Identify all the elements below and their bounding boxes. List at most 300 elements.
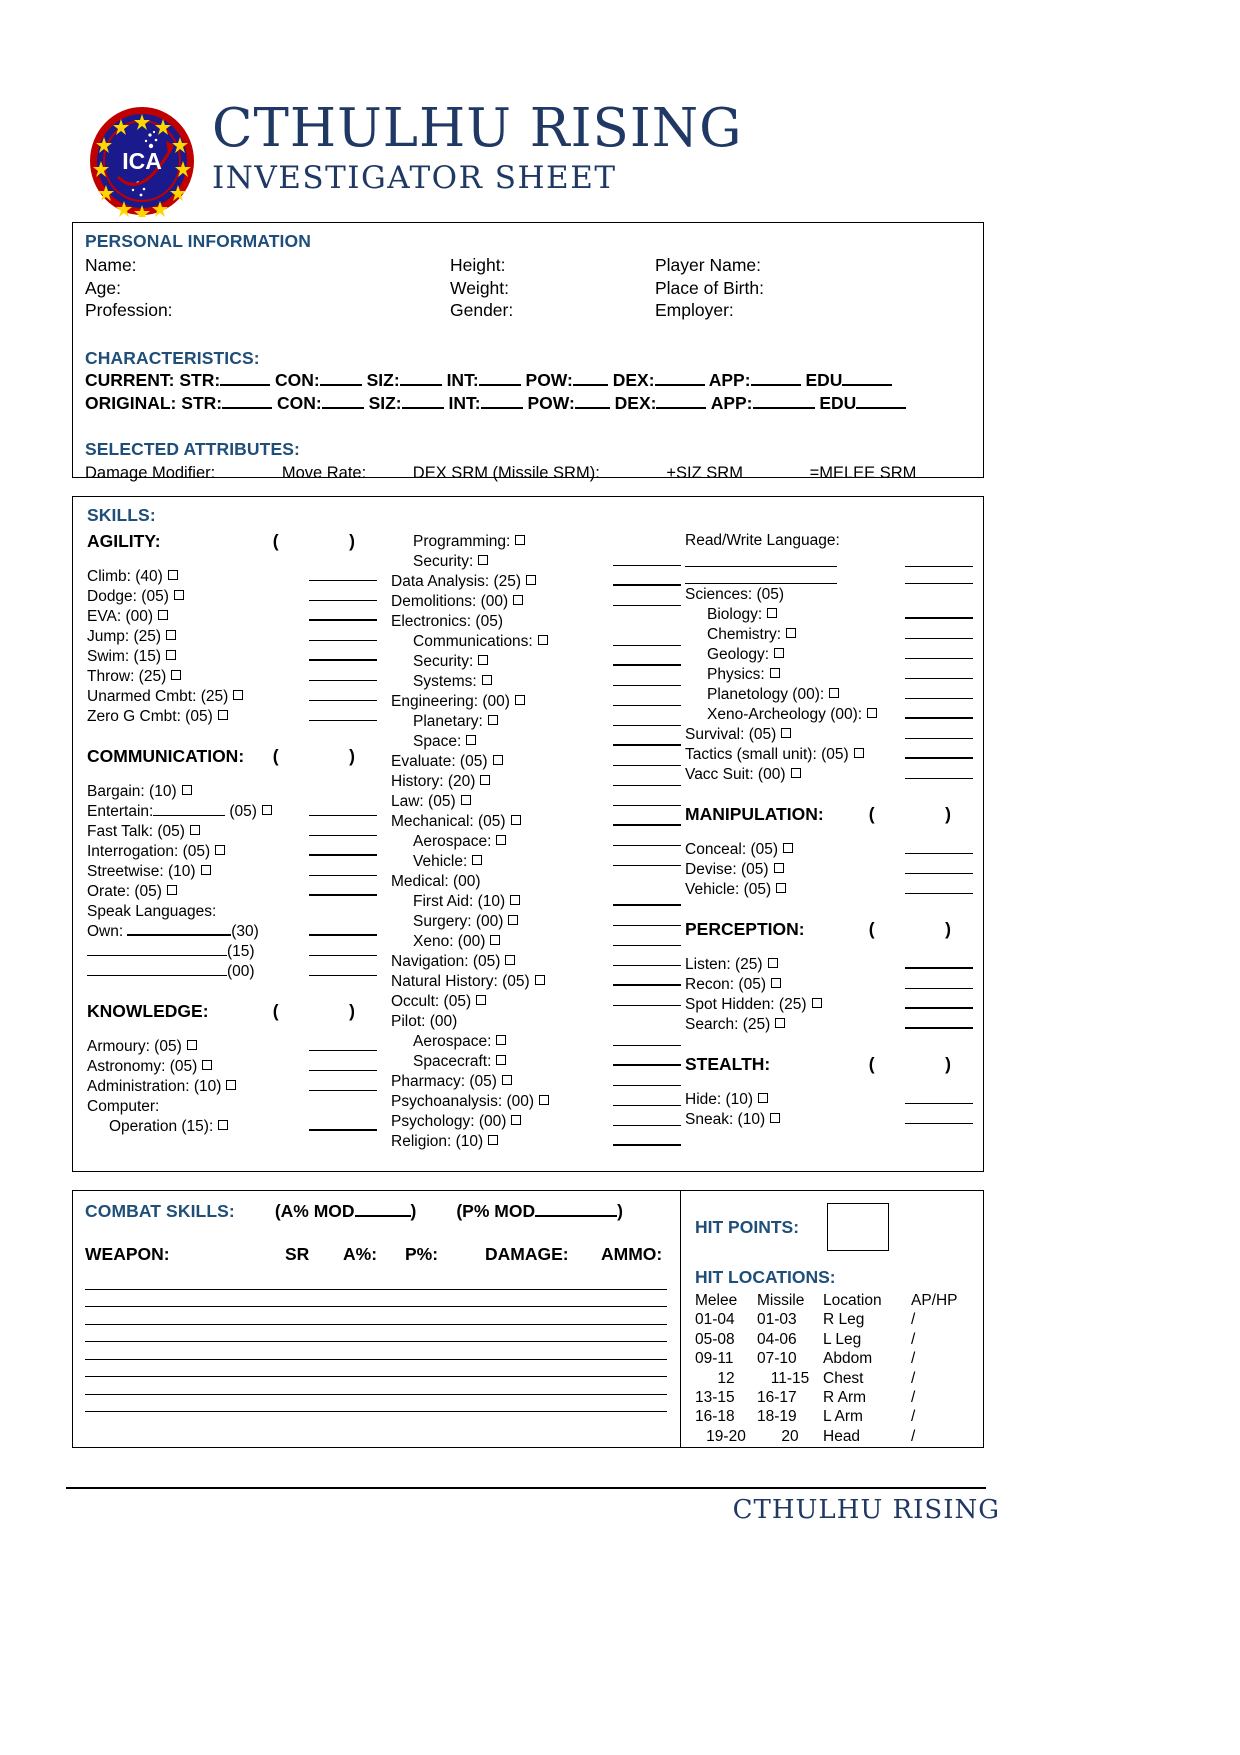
skill-checkbox[interactable] <box>510 895 520 905</box>
skill-value-input[interactable] <box>309 706 377 721</box>
field-player-name-label: Player Name: <box>655 255 762 275</box>
skill-label: Sneak: (10) <box>685 1111 766 1128</box>
skill-label: Unarmed Cmbt: (25) <box>87 688 229 705</box>
skill-value-input[interactable] <box>613 951 681 966</box>
skill-row <box>391 1131 681 1151</box>
skill-checkbox[interactable] <box>771 978 781 988</box>
skill-checkbox[interactable] <box>493 755 503 765</box>
skill-row <box>391 591 681 611</box>
skill-checkbox[interactable] <box>174 590 184 600</box>
skill-label: Bargain: (10) <box>87 783 177 800</box>
weapon-row-input[interactable] <box>85 1325 667 1343</box>
group-manipulation-title <box>685 804 973 825</box>
hl-location-cell: R Leg <box>823 1311 865 1329</box>
skill-row <box>685 624 973 644</box>
stat-siz-input[interactable] <box>400 384 442 386</box>
own-language-input[interactable] <box>127 921 231 936</box>
skill-label: Vehicle: (05) <box>685 881 772 898</box>
hl-melee-cell: 01-04 <box>695 1311 735 1329</box>
stat-siz-label: SIZ: <box>366 369 400 390</box>
orig-str-input[interactable] <box>222 407 272 409</box>
hit-locations-label: HIT LOCATIONS: <box>695 1267 836 1287</box>
skill-value-input[interactable] <box>309 586 377 601</box>
skill-checkbox[interactable] <box>461 795 471 805</box>
damage-modifier-label: Damage Modifier: <box>85 463 216 482</box>
skill-value-input[interactable] <box>613 971 681 986</box>
skill-row <box>87 861 377 881</box>
hl-aphp-cell[interactable]: / <box>911 1350 916 1368</box>
hl-location-cell: Abdom <box>823 1350 873 1368</box>
skill-checkbox[interactable] <box>158 610 168 620</box>
skill-row <box>391 851 681 871</box>
skill-label: Programming: <box>413 533 511 550</box>
group-agility-title <box>87 531 377 552</box>
skill-checkbox[interactable] <box>233 690 243 700</box>
skill-checkbox[interactable] <box>167 885 177 895</box>
skill-checkbox[interactable] <box>776 883 786 893</box>
dex-srm-input[interactable] <box>600 477 662 478</box>
skill-value-input[interactable] <box>309 646 377 661</box>
skill-row <box>87 606 377 626</box>
skill-value-input[interactable] <box>613 571 681 586</box>
skill-checkbox[interactable] <box>478 555 488 565</box>
skill-checkbox[interactable] <box>854 748 864 758</box>
skill-value-input[interactable] <box>905 644 973 659</box>
hl-missile-cell: 16-17 <box>757 1389 797 1407</box>
skill-value-input[interactable] <box>309 1116 377 1131</box>
skill-checkbox[interactable] <box>867 708 877 718</box>
skill-checkbox[interactable] <box>218 1120 228 1130</box>
a-mod-input[interactable] <box>355 1215 411 1217</box>
skill-row <box>87 1116 377 1136</box>
skill-value-input[interactable] <box>309 1056 377 1071</box>
weapon-row-input[interactable] <box>85 1395 667 1413</box>
skill-value-input[interactable] <box>309 961 377 976</box>
skill-row <box>87 961 377 981</box>
skill-label: Administration: (10) <box>87 1078 222 1095</box>
orig-pow-input[interactable] <box>575 407 610 409</box>
stat-str-label: STR: <box>179 369 221 390</box>
current-label: CURRENT: <box>85 369 175 390</box>
skill-value-input[interactable] <box>613 991 681 1006</box>
skill-checkbox[interactable] <box>775 1018 785 1028</box>
skill-checkbox[interactable] <box>166 630 176 640</box>
skill-value-input[interactable] <box>905 974 973 989</box>
stat-con-label: CON: <box>276 392 322 413</box>
personal-row <box>85 277 983 300</box>
skill-checkbox[interactable] <box>496 835 506 845</box>
stat-pow-input[interactable] <box>573 384 608 386</box>
stat-pow-label: POW: <box>525 369 573 390</box>
hit-location-row <box>695 1388 983 1407</box>
skill-checkbox[interactable] <box>496 1035 506 1045</box>
skill-value-input[interactable] <box>613 691 681 706</box>
skill-value-input[interactable] <box>905 1089 973 1104</box>
skill-value-input[interactable] <box>905 764 973 779</box>
stat-dex-input[interactable] <box>655 384 705 386</box>
skill-checkbox[interactable] <box>488 715 498 725</box>
skill-checkbox[interactable] <box>770 668 780 678</box>
move-rate-input[interactable] <box>366 477 408 478</box>
skill-label: Geology: <box>707 646 770 663</box>
skill-checkbox[interactable] <box>166 650 176 660</box>
orig-con-input[interactable] <box>322 407 364 409</box>
skill-checkbox[interactable] <box>168 570 178 580</box>
skill-row <box>391 671 681 691</box>
sheet-header <box>88 100 1028 220</box>
skill-checkbox[interactable] <box>187 1040 197 1050</box>
skill-value-input[interactable] <box>309 666 377 681</box>
skill-value-input[interactable] <box>309 801 377 816</box>
skill-value-input[interactable] <box>613 811 681 826</box>
skill-value-input[interactable] <box>905 704 973 719</box>
skill-value-input[interactable] <box>613 831 681 846</box>
damage-modifier-input[interactable] <box>215 477 277 478</box>
skill-checkbox[interactable] <box>226 1080 236 1090</box>
skill-checkbox[interactable] <box>768 958 778 968</box>
skill-checkbox[interactable] <box>480 775 490 785</box>
skill-row <box>391 1091 681 1111</box>
hl-aphp-cell[interactable]: / <box>911 1427 916 1445</box>
skill-checkbox[interactable] <box>482 675 492 685</box>
skill-label: Swim: (15) <box>87 648 162 665</box>
group-knowledge-value[interactable]: ( ) <box>272 1001 369 1021</box>
hl-aphp-cell[interactable]: / <box>911 1311 916 1329</box>
skill-value-input <box>309 901 377 916</box>
skill-label: Jump: (25) <box>87 628 162 645</box>
p-mod-input[interactable] <box>535 1215 617 1217</box>
skill-value-input[interactable] <box>613 591 681 606</box>
skill-value-input[interactable] <box>613 551 681 566</box>
field-employer-label: Employer: <box>655 300 734 320</box>
group-agility-value[interactable]: ( ) <box>272 531 369 551</box>
skill-label: Fast Talk: (05) <box>87 823 185 840</box>
skill-value-input[interactable] <box>905 879 973 894</box>
characteristics-heading: CHARACTERISTICS: <box>85 347 260 368</box>
skill-value-input[interactable] <box>309 686 377 701</box>
skill-checkbox[interactable] <box>262 805 272 815</box>
language-3-input[interactable] <box>87 961 227 976</box>
hit-locations-table <box>695 1291 983 1446</box>
skill-checkbox[interactable] <box>202 1060 212 1070</box>
read-write-value-1-input[interactable] <box>905 552 973 567</box>
skill-label: Xeno: (00) <box>413 933 486 950</box>
skill-value-placeholder <box>613 531 681 546</box>
group-manipulation-value[interactable]: ( ) <box>868 804 965 824</box>
footer-divider <box>66 1487 986 1489</box>
skill-row <box>391 631 681 651</box>
read-write-language-row <box>685 567 973 584</box>
skill-checkbox[interactable] <box>791 768 801 778</box>
skill-value-input[interactable] <box>309 921 377 936</box>
skill-value-input[interactable] <box>309 606 377 621</box>
skill-row <box>685 724 973 744</box>
skill-row <box>685 879 973 899</box>
skill-label: Vacc Suit: (00) <box>685 766 786 783</box>
skill-label: Listen: (25) <box>685 956 763 973</box>
skill-label: Chemistry: <box>707 626 782 643</box>
skill-checkbox[interactable] <box>511 815 521 825</box>
skill-value-input[interactable] <box>613 631 681 646</box>
skill-checkbox[interactable] <box>774 863 784 873</box>
stat-int-input[interactable] <box>479 384 521 386</box>
skill-value-input[interactable] <box>309 821 377 836</box>
skill-row <box>87 901 377 921</box>
skill-label: Medical: (00) <box>391 873 481 890</box>
hit-points-row <box>695 1203 983 1251</box>
skill-checkbox[interactable] <box>215 845 225 855</box>
stat-edu-input[interactable] <box>842 384 892 386</box>
read-write-language-2-input[interactable] <box>685 567 837 584</box>
hit-points-input[interactable] <box>827 1203 889 1251</box>
skill-label: Navigation: (05) <box>391 953 501 970</box>
stat-app-label: APP: <box>708 369 751 390</box>
skill-checkbox[interactable] <box>539 1095 549 1105</box>
skill-value-input[interactable] <box>309 861 377 876</box>
skill-row <box>391 691 681 711</box>
skill-value-input[interactable] <box>905 954 973 969</box>
skill-value-input[interactable] <box>613 891 681 906</box>
skill-checkbox[interactable] <box>490 935 500 945</box>
skill-label: Space: <box>413 733 462 750</box>
field-age-label: Age: <box>85 277 121 298</box>
skill-checkbox[interactable] <box>218 710 228 720</box>
hl-aphp-cell[interactable]: / <box>911 1389 916 1407</box>
skill-checkbox[interactable] <box>171 670 181 680</box>
skill-value-input[interactable] <box>613 671 681 686</box>
skill-value-input[interactable] <box>905 724 973 739</box>
skill-label: Search: (25) <box>685 1016 771 1033</box>
skills-section <box>72 496 984 1172</box>
entertain-specialty-input[interactable] <box>153 801 225 816</box>
skill-checkbox[interactable] <box>478 655 488 665</box>
skill-value-input[interactable] <box>905 859 973 874</box>
skill-row <box>685 1109 973 1129</box>
skill-label: Engineering: (00) <box>391 693 510 710</box>
skill-row <box>87 646 377 666</box>
hit-location-row <box>695 1310 983 1329</box>
skill-label: History: (20) <box>391 773 476 790</box>
skill-value-input[interactable] <box>613 1031 681 1046</box>
orig-app-input[interactable] <box>753 407 815 409</box>
group-perception-value[interactable]: ( ) <box>868 919 965 939</box>
stat-con-input[interactable] <box>320 384 362 386</box>
orig-edu-input[interactable] <box>856 407 906 409</box>
skill-value-input[interactable] <box>905 684 973 699</box>
combat-skills-heading-row <box>85 1201 680 1222</box>
read-write-language-1-input[interactable] <box>685 550 837 567</box>
skill-checkbox[interactable] <box>488 1135 498 1145</box>
group-perception-title <box>685 919 973 940</box>
skill-value-input[interactable] <box>613 1071 681 1086</box>
skill-value-placeholder <box>613 1011 681 1026</box>
hl-aphp-cell[interactable]: / <box>911 1408 916 1426</box>
weapon-row-input[interactable] <box>85 1272 667 1290</box>
skill-label: Surgery: (00) <box>413 913 504 930</box>
skill-value-input[interactable] <box>613 1131 681 1146</box>
skill-value-input[interactable] <box>905 839 973 854</box>
skill-value-input[interactable] <box>309 841 377 856</box>
hl-aphp-cell[interactable]: / <box>911 1330 916 1348</box>
skill-row <box>391 811 681 831</box>
skill-row <box>391 611 681 631</box>
skill-label: Hide: (10) <box>685 1091 754 1108</box>
skill-row <box>685 859 973 879</box>
skill-checkbox[interactable] <box>190 825 200 835</box>
skill-value-input[interactable] <box>309 1036 377 1051</box>
skill-value-input[interactable] <box>905 664 973 679</box>
skill-value-input[interactable] <box>613 911 681 926</box>
skill-value-input[interactable] <box>613 1091 681 1106</box>
group-communication-value[interactable]: ( ) <box>272 746 369 766</box>
skill-checkbox[interactable] <box>201 865 211 875</box>
orig-int-input[interactable] <box>481 407 523 409</box>
skill-value-input[interactable] <box>309 881 377 896</box>
hl-aphp-cell[interactable]: / <box>911 1369 916 1387</box>
skill-value-input[interactable] <box>309 941 377 956</box>
communication-skill-list <box>87 781 377 981</box>
weapon-row-input[interactable] <box>85 1360 667 1378</box>
skill-value-input[interactable] <box>905 604 973 619</box>
siz-srm-input[interactable] <box>743 477 805 478</box>
skill-value-input[interactable] <box>613 851 681 866</box>
skill-checkbox[interactable] <box>513 595 523 605</box>
skill-checkbox[interactable] <box>511 1115 521 1125</box>
skill-checkbox[interactable] <box>767 608 777 618</box>
skill-checkbox[interactable] <box>829 688 839 698</box>
weapon-row-input[interactable] <box>85 1377 667 1395</box>
weapon-row-input[interactable] <box>85 1342 667 1360</box>
skill-row <box>391 651 681 671</box>
skill-label: EVA: (00) <box>87 608 154 625</box>
stat-str-input[interactable] <box>220 384 270 386</box>
skill-value-input[interactable] <box>309 1076 377 1091</box>
skill-checkbox[interactable] <box>502 1075 512 1085</box>
personal-row <box>85 299 983 322</box>
skill-label: Astronomy: (05) <box>87 1058 198 1075</box>
skill-value-input[interactable] <box>613 731 681 746</box>
skill-checkbox[interactable] <box>515 695 525 705</box>
p-mod-label: (P% MOD <box>456 1201 536 1221</box>
col-apct-header: A%: <box>343 1244 378 1264</box>
skill-checkbox[interactable] <box>526 575 536 585</box>
skill-value-input[interactable] <box>613 1111 681 1126</box>
hl-missile-cell: 11-15 <box>770 1369 810 1387</box>
read-write-language-label: Read/Write Language: <box>685 532 840 549</box>
skill-checkbox[interactable] <box>535 975 545 985</box>
skill-row <box>87 1056 377 1076</box>
skill-checkbox[interactable] <box>786 628 796 638</box>
stat-app-input[interactable] <box>751 384 801 386</box>
manipulation-skill-list <box>685 839 973 899</box>
skill-row <box>391 1051 681 1071</box>
skill-value-input[interactable] <box>613 751 681 766</box>
skill-value-input[interactable] <box>905 744 973 759</box>
skill-row <box>391 971 681 991</box>
skill-row <box>87 941 377 961</box>
field-height-label: Height: <box>450 255 506 275</box>
skills-heading: SKILLS: <box>87 505 156 525</box>
skill-checkbox[interactable] <box>783 843 793 853</box>
hl-missile-cell: 20 <box>781 1427 799 1445</box>
stealth-skill-list <box>685 1089 973 1129</box>
page-subtitle: INVESTIGATOR SHEET <box>212 160 617 196</box>
p-mod-group <box>456 1201 623 1222</box>
skills-column-middle <box>391 531 681 1151</box>
weapon-row-input[interactable] <box>85 1307 667 1325</box>
skill-value-input[interactable] <box>309 626 377 641</box>
skill-label: Dodge: (05) <box>87 588 169 605</box>
field-gender-label: Gender: <box>450 300 514 320</box>
hl-location-header: Location <box>823 1292 882 1309</box>
skill-row <box>391 551 681 571</box>
skill-value-input[interactable] <box>613 711 681 726</box>
skill-value-input[interactable] <box>613 651 681 666</box>
weapon-row-input[interactable] <box>85 1290 667 1308</box>
skill-label: Psychology: (00) <box>391 1113 507 1130</box>
melee-srm-input[interactable] <box>916 477 978 478</box>
group-stealth-value[interactable]: ( ) <box>868 1054 965 1074</box>
orig-dex-input[interactable] <box>656 407 706 409</box>
skill-checkbox[interactable] <box>538 635 548 645</box>
skill-label: Security: <box>413 653 474 670</box>
move-rate-label: Move Rate: <box>281 463 367 482</box>
skill-row <box>685 839 973 859</box>
skill-label: Aerospace: <box>413 1033 492 1050</box>
skill-value-input[interactable] <box>905 1109 973 1124</box>
hit-location-row <box>695 1427 983 1446</box>
skill-checkbox[interactable] <box>515 535 525 545</box>
skill-row <box>87 586 377 606</box>
read-write-value-2-input[interactable] <box>905 569 973 584</box>
skill-value-input[interactable] <box>309 781 377 796</box>
personal-fields <box>85 254 983 322</box>
group-stealth-title <box>685 1054 973 1075</box>
skill-value-input[interactable] <box>613 791 681 806</box>
skill-checkbox[interactable] <box>476 995 486 1005</box>
hit-location-row <box>695 1407 983 1426</box>
hit-locations-body <box>695 1310 983 1446</box>
perception-skill-list <box>685 954 973 1034</box>
skill-row <box>685 994 973 1014</box>
skill-value-input[interactable] <box>309 566 377 581</box>
hl-melee-cell: 05-08 <box>695 1330 735 1348</box>
skill-value-input[interactable] <box>613 931 681 946</box>
skill-checkbox[interactable] <box>781 728 791 738</box>
agility-skill-list <box>87 566 377 726</box>
skill-value-input[interactable] <box>613 771 681 786</box>
language-2-input[interactable] <box>87 941 227 956</box>
hl-melee-header: Melee <box>695 1292 738 1309</box>
skill-checkbox[interactable] <box>774 648 784 658</box>
skill-checkbox[interactable] <box>508 915 518 925</box>
skill-checkbox[interactable] <box>758 1093 768 1103</box>
skill-checkbox[interactable] <box>182 785 192 795</box>
skill-value-input[interactable] <box>905 1014 973 1029</box>
skill-value-input[interactable] <box>905 994 973 1009</box>
skill-checkbox[interactable] <box>472 855 482 865</box>
skill-value-input[interactable] <box>613 1051 681 1066</box>
hl-missile-cell: 01-03 <box>757 1311 797 1329</box>
orig-siz-input[interactable] <box>402 407 444 409</box>
skill-checkbox[interactable] <box>505 955 515 965</box>
skill-checkbox[interactable] <box>496 1055 506 1065</box>
skill-checkbox[interactable] <box>812 998 822 1008</box>
skill-row <box>391 571 681 591</box>
skill-value-input[interactable] <box>905 624 973 639</box>
skill-checkbox[interactable] <box>466 735 476 745</box>
skill-checkbox[interactable] <box>770 1113 780 1123</box>
